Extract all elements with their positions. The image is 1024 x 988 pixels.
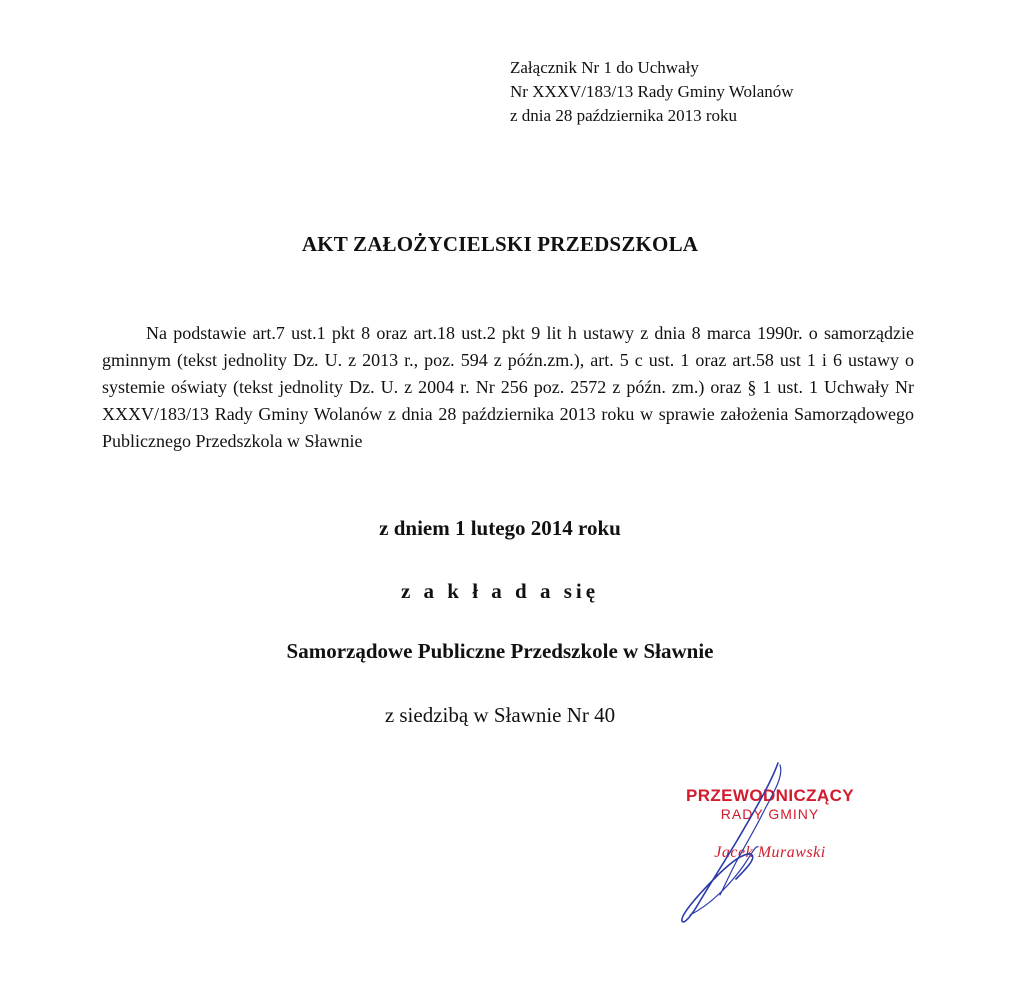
header-line-2: Nr XXXV/183/13 Rady Gminy Wolanów (510, 82, 794, 101)
signature-stroke (690, 847, 758, 915)
header-line-3: z dnia 28 października 2013 roku (510, 106, 738, 125)
signature-stroke (682, 763, 778, 922)
header-line-1: Załącznik Nr 1 do Uchwały (510, 58, 699, 77)
attachment-header (510, 56, 794, 128)
school-name-line: Samorządowe Publiczne Przedszkole w Sławnie (286, 639, 714, 663)
seat-address-line: z siedzibą w Sławnie Nr 40 (384, 703, 616, 727)
handwritten-signature-icon (660, 755, 820, 935)
document-title: AKT ZAŁOŻYCIELSKI PRZEDSZKOLA (301, 232, 699, 256)
establishes-line: z a k ł a d a się (400, 579, 600, 603)
stamp-title: PRZEWODNICZĄCY (685, 786, 855, 805)
stamp-name: Jacek Murawski (714, 844, 826, 861)
signature-stroke (720, 765, 781, 895)
legal-basis-paragraph: Na podstawie art.7 ust.1 pkt 8 oraz art.18 ust.2 pkt 9 lit h ustawy z dnia 8 marca 1990r. o samorządzie gminnym (tekst jednolity Dz. U. z 2013 r., poz. 594 z późn.zm.), art. 5 c ust. 1 oraz art.58 ust 1 i 6 ustawy o systemie oświaty (tekst jednolity Dz. U. z 2004 r. Nr 256 poz. 2572 z późn. zm.) oraz § 1 ust. 1 Uchwały Nr XXXV/183/13 Rady Gminy Wolanów z dnia 28 października 2013 roku w sprawie założenia Samorządowego Publicznego Przedszkola w Sławnie (102, 323, 914, 451)
stamp-subtitle: RADY GMINY (720, 806, 820, 822)
effective-date-line: z dniem 1 lutego 2014 roku (379, 516, 621, 540)
